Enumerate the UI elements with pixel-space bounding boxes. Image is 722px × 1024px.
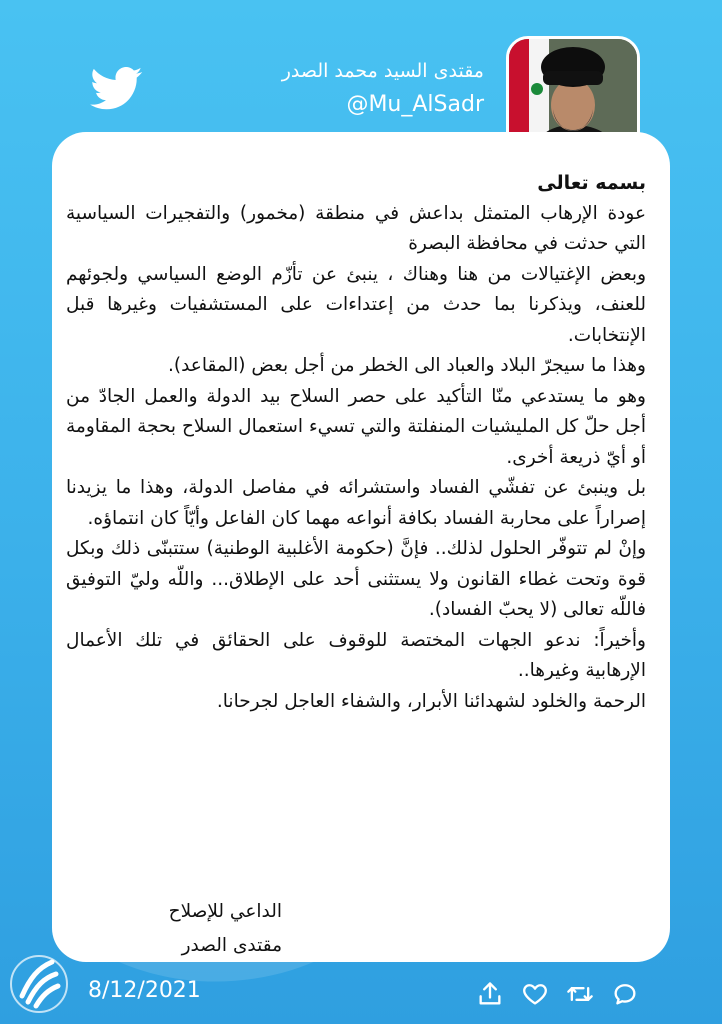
tweet-paragraph: وهذا ما سيجرّ البلاد والعباد الى الخطر من أجل بعض (المقاعد). — [167, 355, 646, 376]
tweet-body — [66, 168, 646, 717]
tweet-heading: بسمه تعالى — [537, 172, 646, 194]
share-icon[interactable] — [476, 980, 504, 1008]
tweet-paragraph: بل وينبئ عن تفشّي الفساد واستشرائه في مفاصل الدولة، وهذا ما يزيدنا إصراراً على محاربة الفساد بكافة أنواعه مهما كان الفاعل وأيّاً كان انتماؤه. — [66, 477, 646, 529]
display-name[interactable]: مقتدى السيد محمد الصدر — [281, 60, 484, 82]
retweet-icon[interactable] — [566, 980, 594, 1008]
tweet-paragraph: وبعض الإغتيالات من هنا وهناك ، ينبئ عن تأزّم الوضع السياسي ولجوئهم للعنف، ويذكرنا بما حدث من إعتداءات على المستشفيات وغيرها قبل الإنتخابات. — [66, 263, 646, 346]
publisher-logo-icon — [8, 950, 70, 1014]
reply-icon[interactable] — [611, 980, 639, 1008]
signature-title: الداعي للإصلاح — [168, 901, 282, 922]
user-handle[interactable]: @Mu_AlSadr — [346, 92, 484, 117]
tweet-signature — [169, 895, 282, 963]
tweet-paragraph: وأخيراً: ندعو الجهات المختصة للوقوف على الحقائق في تلك الأعمال الإرهابية وغيرها.. — [66, 629, 646, 681]
tweet-actions — [476, 980, 639, 1008]
tweet-paragraph: وهو ما يستدعي منّا التأكيد على حصر السلاح بيد الدولة والعمل الجادّ من أجل حلّ كل المليشيات المنفلتة والتي تسيء استعمال السلاح بحجة المقاومة أو أيّ ذريعة أخرى. — [66, 385, 646, 468]
tweet-paragraph: وإنْ لم تتوفّر الحلول لذلك.. فإنَّ (حكومة الأغلبية الوطنية) ستتبنّى ذلك وبكل قوة وتحت غطاء القانون ولا يستثنى أحد على الإطلاق... واللّه وليّ التوفيق فاللّه تعالى (لا يحبّ الفساد). — [66, 538, 646, 620]
tweet-date: 8/12/2021 — [88, 978, 201, 1003]
twitter-bird-icon — [86, 62, 148, 114]
tweet-paragraph: عودة الإرهاب المتمثل بداعش في منطقة (مخمور) والتفجيرات السياسية التي حدثت في محافظة البصرة — [66, 202, 646, 254]
tweet-paragraph: الرحمة والخلود لشهدائنا الأبرار، والشفاء العاجل لجرحانا. — [216, 690, 646, 712]
signature-name: مقتدى الصدر — [181, 935, 282, 956]
like-heart-icon[interactable] — [521, 980, 549, 1008]
